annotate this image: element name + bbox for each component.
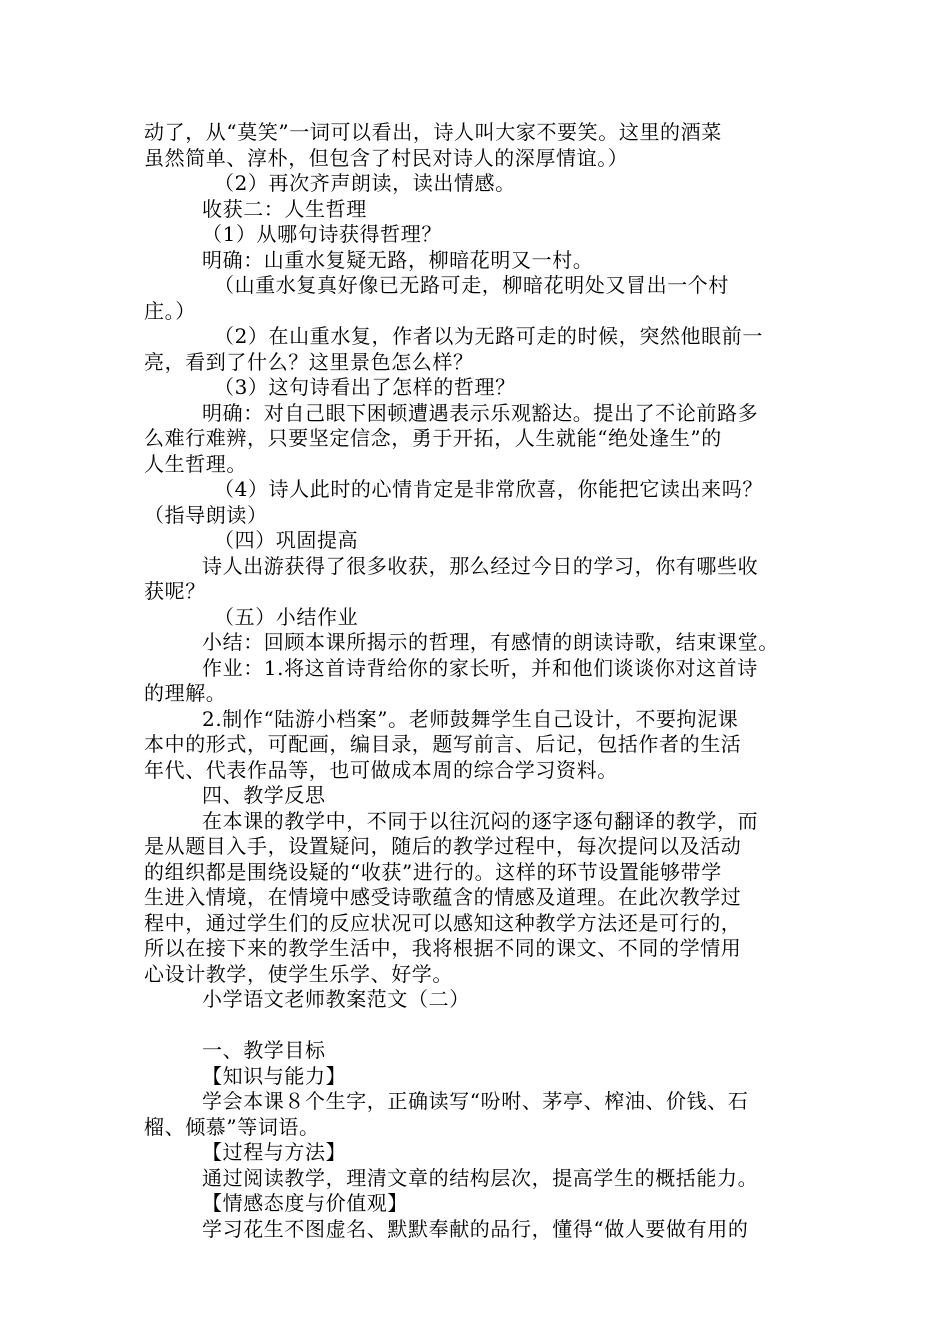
section-heading: （四）巩固提高 <box>214 528 359 552</box>
text-line: 生进入情境，在情境中感受诗歌蕴含的情感及道理。在此次教学过 <box>144 885 742 909</box>
text-line: 明确：对自己眼下困顿遭遇表示乐观豁达。提出了不论前路多 <box>202 400 759 425</box>
text-line: 年代、代表作品等，也可做成本周的综合学习资料。 <box>144 757 618 782</box>
text-line: 明确：山重水复疑无路，柳暗花明又一村。 <box>202 247 594 272</box>
document-title: 小学语文老师教案范文（二） <box>202 987 470 1011</box>
section-heading: 四、教学反思 <box>202 783 326 807</box>
text-line: 的组织都是围绕设疑的“收获”进行的。这样的环节设置能够带学 <box>144 859 722 884</box>
text-line: 庄。） <box>144 298 196 323</box>
text-line: （山重水复真好像已无路可走，柳暗花明处又冒出一个村 <box>214 273 729 297</box>
text-line: （3）这句诗看出了怎样的哲理？ <box>214 375 516 399</box>
text-line: 人生哲理。 <box>144 451 247 476</box>
text-line: （4）诗人此时的心情肯定是非常欣喜，你能把它读出来吗？ <box>214 477 763 501</box>
section-heading: 【知识与能力】 <box>202 1063 347 1088</box>
text-line: 动了，从“莫笑”一词可以看出，诗人叫大家不要笑。这里的酒菜 <box>144 120 722 144</box>
text-line: （2）再次齐声朗读，读出情感。 <box>214 171 516 195</box>
text-line: 诗人出游获得了很多收获，那么经过今日的学习，你有哪些收 <box>202 553 759 578</box>
text-line: 的理解。 <box>144 681 227 705</box>
text-line: 是从题目入手，设置疑问，随后的教学过程中，每次提问以及活动 <box>144 834 742 858</box>
section-heading: 【过程与方法】 <box>202 1140 347 1164</box>
text-line: （指导朗读） <box>144 502 268 527</box>
text-line: 榴、倾慕”等词语。 <box>144 1114 320 1139</box>
section-heading: 【情感态度与价值观】 <box>202 1191 408 1215</box>
text-line: 亮，看到了什么？这里景色怎么样？ <box>144 349 474 374</box>
text-line: 获呢？ <box>144 579 206 603</box>
text-line: （1）从哪句诗获得哲理？ <box>202 222 442 246</box>
text-line: 本中的形式，可配画，编目录，题写前言、后记，包括作者的生活 <box>144 732 742 756</box>
text-line: 作业：1.将这首诗背给你的家长听，并和他们谈谈你对这首诗 <box>202 655 758 680</box>
text-line: 在本课的教学中，不同于以往沉闷的逐字逐句翻译的教学，而 <box>202 808 759 833</box>
document-body <box>144 120 814 1242</box>
text-line: 么难行难辨，只要坚定信念，勇于开拓，人生就能“绝处逢生”的 <box>144 426 722 450</box>
text-line: 2.制作“陆游小档案”。老师鼓舞学生自己设计，不要拘泥课 <box>202 706 739 731</box>
text-line: 虽然简单、淳朴，但包含了村民对诗人的深厚情谊。） <box>144 145 629 170</box>
text-line: 所以在接下来的教学生活中，我将根据不同的课文、不同的学情用 <box>144 936 742 960</box>
section-heading: （五）小结作业 <box>214 604 359 629</box>
blank-line <box>144 1013 814 1039</box>
text-line: 学会本课８个生字，正确读写“吩咐、茅亭、榨油、价钱、石 <box>202 1089 749 1113</box>
text-line: 小结：回顾本课所揭示的哲理，有感情的朗读诗歌，结束课堂。 <box>202 630 779 654</box>
section-heading: 收获二：人生哲理 <box>202 196 367 221</box>
text-line: 程中，通过学生们的反应状况可以感知这种教学方法还是可行的， <box>144 910 742 935</box>
section-heading: 一、教学目标 <box>202 1038 326 1062</box>
text-line: （2）在山重水复，作者以为无路可走的时候，突然他眼前一 <box>214 324 763 348</box>
text-line: 通过阅读教学，理清文章的结构层次，提高学生的概括能力。 <box>202 1165 759 1190</box>
text-line: 心设计教学，使学生乐学、好学。 <box>144 961 453 986</box>
text-line: 学习花生不图虚名、默默奉献的品行，懂得“做人要做有用的 <box>202 1216 749 1241</box>
